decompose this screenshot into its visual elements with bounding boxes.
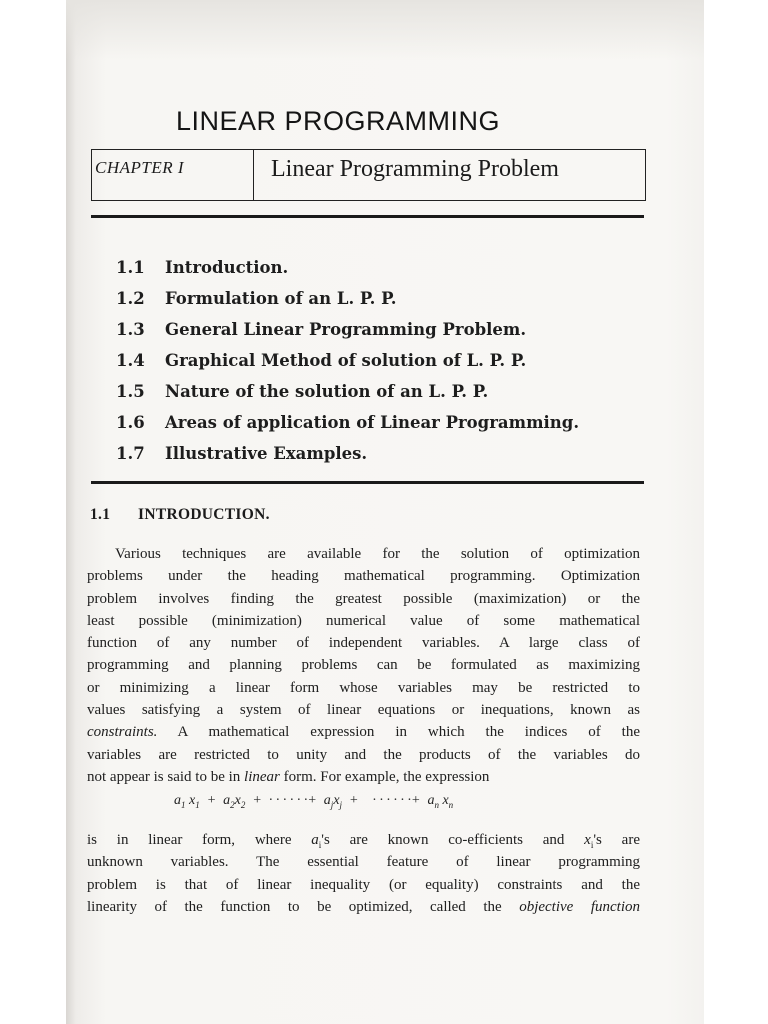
toc-title: Introduction.: [165, 258, 289, 277]
page-shadow: [66, 0, 704, 60]
toc-number: 1.4: [116, 351, 145, 370]
subscript: j: [339, 799, 343, 810]
chapter-title: Linear Programming Problem: [271, 156, 559, 182]
text-line: problem is that of linear inequality (or equality) constraints and the: [87, 876, 640, 893]
text-line: Various techniques are available for the solution of optimization: [115, 546, 640, 562]
coef: a: [323, 793, 331, 808]
text-line: values satisfying a system of linear equations or inequations, known as: [87, 702, 640, 719]
coef: a: [174, 793, 181, 808]
toc-item: [116, 379, 676, 410]
subscript: 1: [195, 799, 200, 810]
toc-number: 1.6: [116, 413, 145, 432]
chapter-header-box: [91, 149, 646, 201]
subscript: n: [448, 799, 454, 810]
var: x: [333, 793, 340, 808]
operator: +: [307, 793, 317, 808]
text-span: 's are: [593, 832, 640, 848]
text-line: problems under the heading mathematical programming. Optimization: [87, 568, 640, 585]
text-span: form. For example, the expression: [279, 768, 490, 785]
toc-number: 1.5: [116, 382, 145, 401]
text-line: unknown variables. The essential feature of linear programming: [87, 854, 640, 871]
toc-title: Nature of the solution of an L. P. P.: [165, 382, 489, 401]
subscript: 2: [240, 799, 246, 810]
coef: a: [223, 793, 231, 808]
bottom-rule: [91, 481, 644, 484]
operator: +: [252, 793, 262, 808]
emphasis: x: [584, 832, 591, 848]
toc-number: 1.1: [116, 258, 145, 277]
toc-item: [116, 317, 676, 348]
var: x: [442, 793, 449, 808]
text-line: least possible (minimization) numerical value of some mathematical: [87, 612, 640, 629]
section-title: INTRODUCTION.: [138, 506, 270, 523]
paragraph-2: [87, 829, 640, 918]
text-span: 's are known co-efficients and: [321, 832, 585, 848]
top-rule: [91, 215, 644, 218]
text-line: [87, 896, 640, 918]
toc-title: General Linear Programming Problem.: [165, 320, 527, 339]
toc-item: [116, 441, 676, 472]
toc-item: [116, 348, 676, 379]
section-heading: [90, 506, 270, 524]
toc-item: [116, 255, 676, 286]
book-title: LINEAR PROGRAMMING: [176, 106, 501, 136]
toc-item: [116, 410, 676, 441]
toc-title: Illustrative Examples.: [165, 444, 368, 463]
linear-expression-formula: [174, 793, 453, 810]
subscript: n: [434, 799, 439, 810]
toc-title: Formulation of an L. P. P.: [165, 289, 397, 308]
var: x: [189, 793, 196, 808]
text-span: not appear is said to be in: [87, 768, 245, 785]
subscript: j: [330, 799, 334, 810]
emphasis: constraints.: [87, 724, 158, 741]
ellipsis: · · · · · ·: [268, 793, 308, 808]
text-line: or minimizing a linear form whose variables may be restricted to: [87, 679, 640, 696]
operator: +: [411, 793, 421, 808]
text-span: is in linear form, where: [87, 832, 312, 848]
text-line: [87, 721, 640, 743]
book-page: [66, 0, 704, 1024]
chapter-label: CHAPTER I: [92, 150, 254, 200]
text-line: [87, 766, 640, 788]
paragraph-1: [87, 543, 640, 788]
emphasis: objective function: [519, 898, 641, 915]
coef: a: [427, 793, 435, 808]
var: x: [234, 793, 241, 808]
toc-number: 1.7: [116, 444, 145, 463]
subscript: 2: [230, 799, 235, 810]
emphasis: a: [311, 832, 319, 848]
table-of-contents: [116, 255, 676, 472]
text-span: linearity of the function to be optimized, called the: [87, 898, 520, 915]
ellipsis: · · · · · ·: [372, 793, 411, 808]
operator: +: [206, 793, 217, 808]
toc-title: Areas of application of Linear Programming.: [165, 413, 580, 432]
toc-number: 1.2: [116, 289, 145, 308]
subscript: i: [590, 840, 594, 850]
toc-number: 1.3: [116, 320, 145, 339]
toc-title: Graphical Method of solution of L. P. P.: [165, 351, 527, 370]
text-line: variables are restricted to unity and the products of the variables do: [87, 746, 640, 763]
text-line: [87, 829, 640, 851]
text-line: programming and planning problems can be formulated as maximizing: [87, 657, 640, 674]
operator: +: [349, 793, 359, 808]
text-span: A mathematical expression in which the indices of the: [157, 724, 640, 741]
text-line: function of any number of independent variables. A large class of: [87, 635, 640, 652]
section-number: 1.1: [90, 506, 111, 523]
subscript: i: [318, 840, 322, 850]
emphasis: linear: [244, 768, 280, 785]
subscript: 1: [181, 799, 186, 810]
toc-item: [116, 286, 676, 317]
text-line: problem involves finding the greatest possible (maximization) or the: [87, 590, 640, 607]
